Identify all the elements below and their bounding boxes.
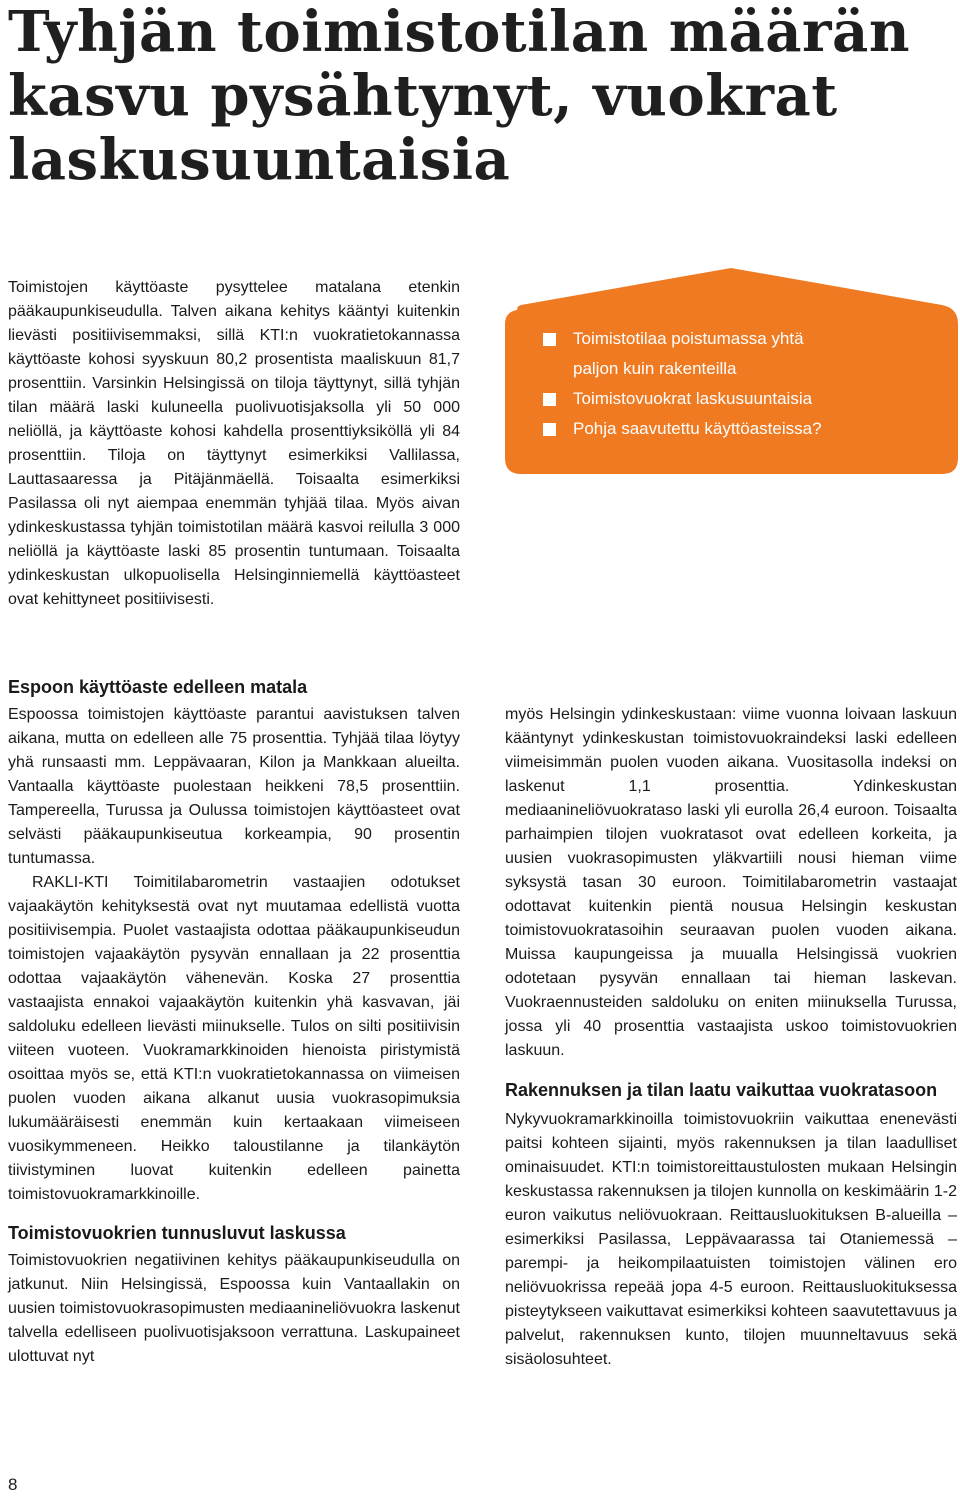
callout-item [543, 324, 822, 354]
intro-paragraph: Toimistojen käyttöaste pysyttelee matalana etenkin pääkaupunkiseudulla. Talven aikana kehitys kääntyi kuitenkin lievästi positiivisemmaksi, sillä KTI:n vuokratietokannassa käyttöaste kohosi syyskuun 80,2 prosentista maaliskuun 81,7 prosenttiin. Varsinkin Helsingissä on tiloja täyttynyt, sillä tyhjän tilan määrä laski kuluneella puolivuotisjaksolla yli 50 000 neliöllä, ja käyttöaste kohosi kahdella prosenttiyksiköllä yli 84 prosenttiin. Tiloja on täyttynyt esimerkiksi Vallilassa, Lauttasaaressa ja Pitäjänmäellä. Toisaalta esimerkiksi Pasilassa oli nyt aiempaa enemmän tyhjää tilaa. Myös aivan ydinkeskustassa tyhjän toimistotilan määrä kasvoi reilulla 3 000 neliöllä ja käyttöaste laski 85 prosentin tuntumaan. Toisaalta ydinkeskustan ulkopuolisella Helsinginniemellä käyttöasteet ovat kehittyneet positiivisesti. [8, 279, 460, 608]
square-bullet-icon [543, 393, 556, 406]
tunnusluvut-paragraph-1: Toimistovuokrien negatiivinen kehitys pääkaupunkiseudulla on jatkunut. Niin Helsingissä, Espoossa kuin Vantaallakin on uusien toimistovuokrasopimusten mediaanineliövuokra laskenut talvella edelliseen puolivuotisjaksoon verrattuna. Laskupaineet ulottuvat nyt [8, 1252, 460, 1365]
square-bullet-icon [543, 423, 556, 436]
section-heading-tunnusluvut: Toimistovuokrien tunnusluvut laskussa [8, 1223, 346, 1243]
callout-item-text: Toimistovuokrat laskusuuntaisia [573, 389, 813, 408]
callout-item-text: Pohja saavutettu käyttöasteissa? [573, 419, 822, 438]
square-bullet-icon [543, 333, 556, 346]
espoo-paragraph-1: Espoossa toimistojen käyttöaste parantui aavistuksen talven aikana, mutta on edelleen alle 75 prosenttia. Tyhjää tilaa löytyy yhä runsaasti mm. Leppävaaran, Kilon ja Mankkaan alueilta. Vantaalla käyttöaste puolestaan heikkeni 78,5 prosenttiin. Tampereella, Turussa ja Oulussa toimistojen käyttöasteet ovat selvästi pääkaupunkiseutua korkeampia, 90 prosentin tuntumassa. [8, 706, 460, 867]
title-line-2: kasvu pysähtynyt, vuokrat [8, 63, 838, 129]
highlights-callout [505, 268, 958, 474]
callout-item [543, 384, 822, 414]
page-title [8, 0, 948, 192]
title-line-1: Tyhjän toimistotilan määrän [8, 0, 911, 65]
rakennus-paragraph-1: Nykyvuokramarkkinoilla toimistovuokriin vaikuttaa enenevästi paitsi kohteen sijainti, myös rakennuksen ja tilan laadulliset ominaisuudet. KTI:n toimistoreittaustulosten mukaan Helsingin keskustassa rakennuksen ja tilojen kunnolla on keskimäärin 1-2 euron vaikutus neliövuokraan. Reittausluokituksen B-alueilla – esimerkiksi Pasilassa, Leppävaarassa tai Otaniemessä – parempi- ja heikompilaatuisten toimistojen välinen ero neliövuokrissa repeää jopa 4-5 euroon. Reittausluokituksessa pisteytykseen vaikuttavat esimerkiksi kohteen saavutettavuus ja palvelut, rakennuksen kunto, tilojen muunneltavuus sekä sisäolosuhteet. [505, 1111, 957, 1368]
right-column [505, 703, 957, 1372]
title-line-3: laskusuuntaisia [8, 127, 511, 193]
espoo-paragraph-2: RAKLI-KTI Toimitilabarometrin vastaajien odotukset vajaakäytön kehityksestä ovat nyt muutamaa edellistä vuotta positiivisempia. Puolet vastaajista odottaa pääkaupunkiseudun toimistojen vajaakäytön pysyvän ennallaan ja 22 prosenttia odottaa vajaakäytön vähenevän. Koska 27 prosenttia vastaajista ennakoi vajaakäytön kuitenkin yhä kasvavan, jäi saldoluku edelleen lievästi miinukselle. Tulos on silti positiivisin viiteen vuoteen. Vuokramarkkinoiden hienoista piristymistä osoittaa myös se, että KTI:n vuokratietokannassa on viimeisen puolen vuoden aikana alkanut uusia vuokrasopimuksia lukumääräisesti enemmän kuin kertaakaan viimeiseen vuosikymmeneen. Heikko taloustilanne ja tilankäytön tiivistyminen luovat kuitenkin edelleen painetta toimistovuokramarkkinoille. [8, 874, 460, 1203]
left-column [8, 676, 460, 1369]
page-number: 8 [8, 1475, 18, 1494]
section-heading-rakennus: Rakennuksen ja tilan laatu vaikuttaa vuokratasoon [505, 1080, 938, 1100]
callout-list [543, 324, 822, 444]
section-heading-espoo: Espoon käyttöaste edelleen matala [8, 677, 308, 697]
continuation-paragraph: myös Helsingin ydinkeskustaan: viime vuonna loivaan laskuun kääntynyt ydinkeskustan toimistovuokraindeksi laski edelleen viimeisimmän puolen vuoden aikana. Vuositasolla indeksi on laskenut 1,1 prosenttia. Ydinkeskustan mediaanineliövuokrataso laski yli eurolla 26,4 euroon. Toisaalta parhaimpien tilojen vuokratasot ovat edelleen korkeita, ja uusien vuokrasopimusten yläkvartiili nousi hieman viime syksystä tasan 30 euroon. Toimitilabarometrin vastaajat odottavat kuitenkin pientä nousua Helsingin keskustan toimistovuokratasoihin seuraavan puolen vuoden aikana. Muissa kaupungeissa ja muualla Helsingissä vuokrien odotetaan pysyvän ennallaan tai hieman laskevan. Vuokraennusteiden saldoluku on eniten miinuksella Turussa, jossa yli 40 prosenttia vastaajista uskoo toimistovuokrien laskuun. [505, 706, 957, 1059]
intro-column [8, 276, 460, 612]
callout-item-text: Toimistotilaa poistumassa yhtä [573, 329, 804, 348]
callout-item-continuation [543, 354, 822, 384]
callout-item [543, 414, 822, 444]
callout-item-text: paljon kuin rakenteilla [573, 359, 737, 378]
